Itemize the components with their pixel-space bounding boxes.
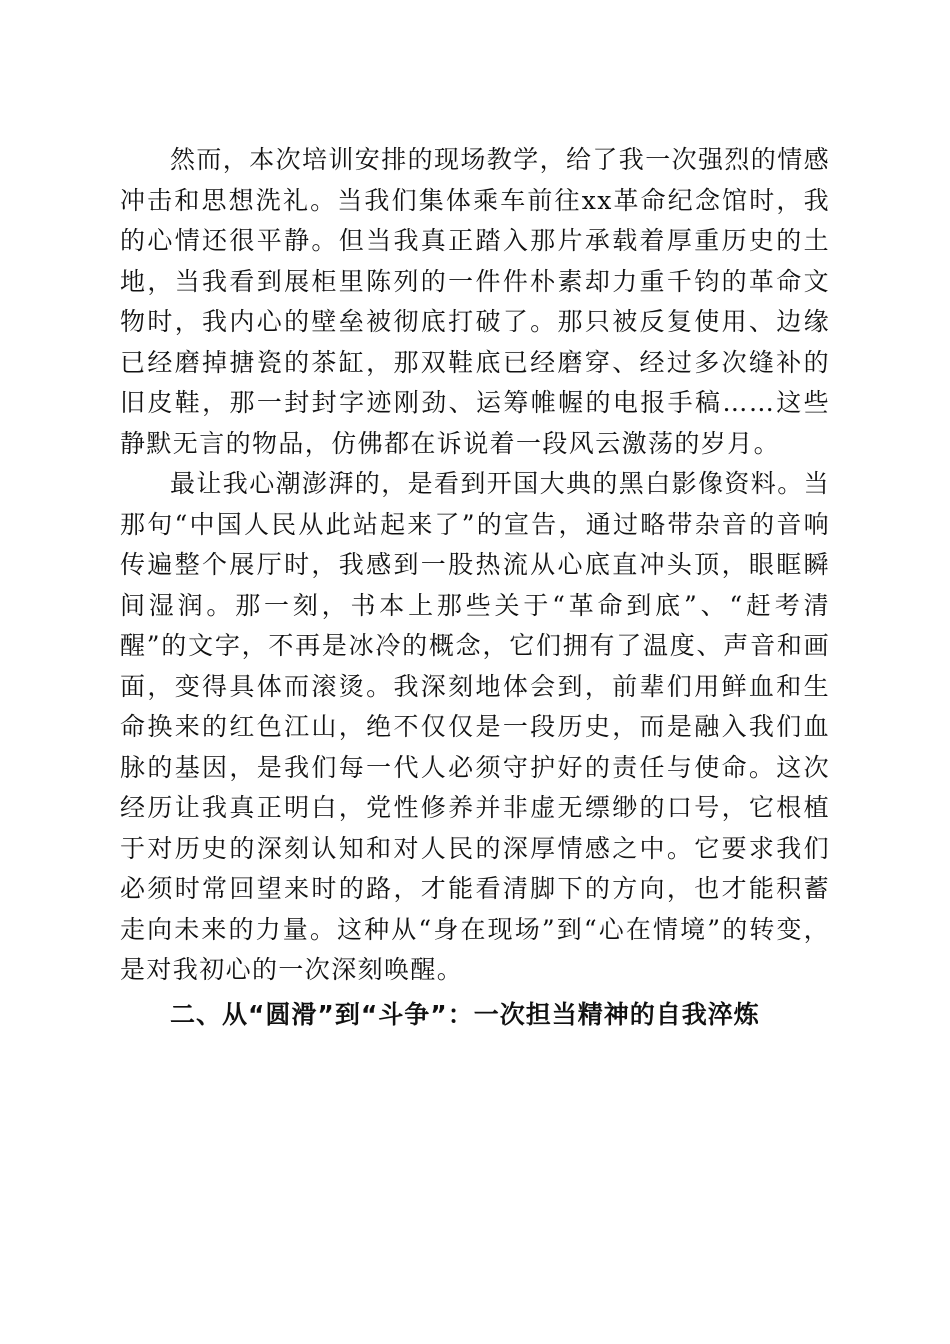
document-body	[120, 140, 830, 1035]
paragraph-2: 最让我心潮澎湃的，是看到开国大典的黑白影像资料。当那句“中国人民从此站起来了”的宣告，通过略带杂音的音响传遍整个展厅时，我感到一股热流从心底直冲头顶，眼眶瞬间湿润。那一刻，书本上那些关于“革命到底”、“赶考清醒”的文字，不再是冰冷的概念，它们拥有了温度、声音和画面，变得具体而滚烫。我深刻地体会到，前辈们用鲜血和生命换来的红色江山，绝不仅仅是一段历史，而是融入我们血脉的基因，是我们每一代人必须守护好的责任与使命。这次经历让我真正明白，党性修养并非虚无缥缈的口号，它根植于对历史的深刻认知和对人民的深厚情感之中。它要求我们必须时常回望来时的路，才能看清脚下的方向，也才能积蓄走向未来的力量。这种从“身在现场”到“心在情境”的转变，是对我初心的一次深刻唤醒。	[120, 469, 831, 984]
paragraph-1: 然而，本次培训安排的现场教学，给了我一次强烈的情感冲击和思想洗礼。当我们集体乘车前往xx革命纪念馆时，我的心情还很平静。但当我真正踏入那片承载着厚重历史的土地，当我看到展柜里陈列的一件件朴素却力重千钧的革命文物时，我内心的壁垒被彻底打破了。那只被反复使用、边缘已经磨掉搪瓷的茶缸，那双鞋底已经磨穿、经过多次缝补的旧皮鞋，那一封封字迹刚劲、运筹帷幄的电报手稿……这些静默无言的物品，仿佛都在诉说着一段风云激荡的岁月。	[120, 145, 831, 458]
section-heading: 二、从“圆滑”到“斗争”：一次担当精神的自我淬炼	[170, 999, 760, 1029]
